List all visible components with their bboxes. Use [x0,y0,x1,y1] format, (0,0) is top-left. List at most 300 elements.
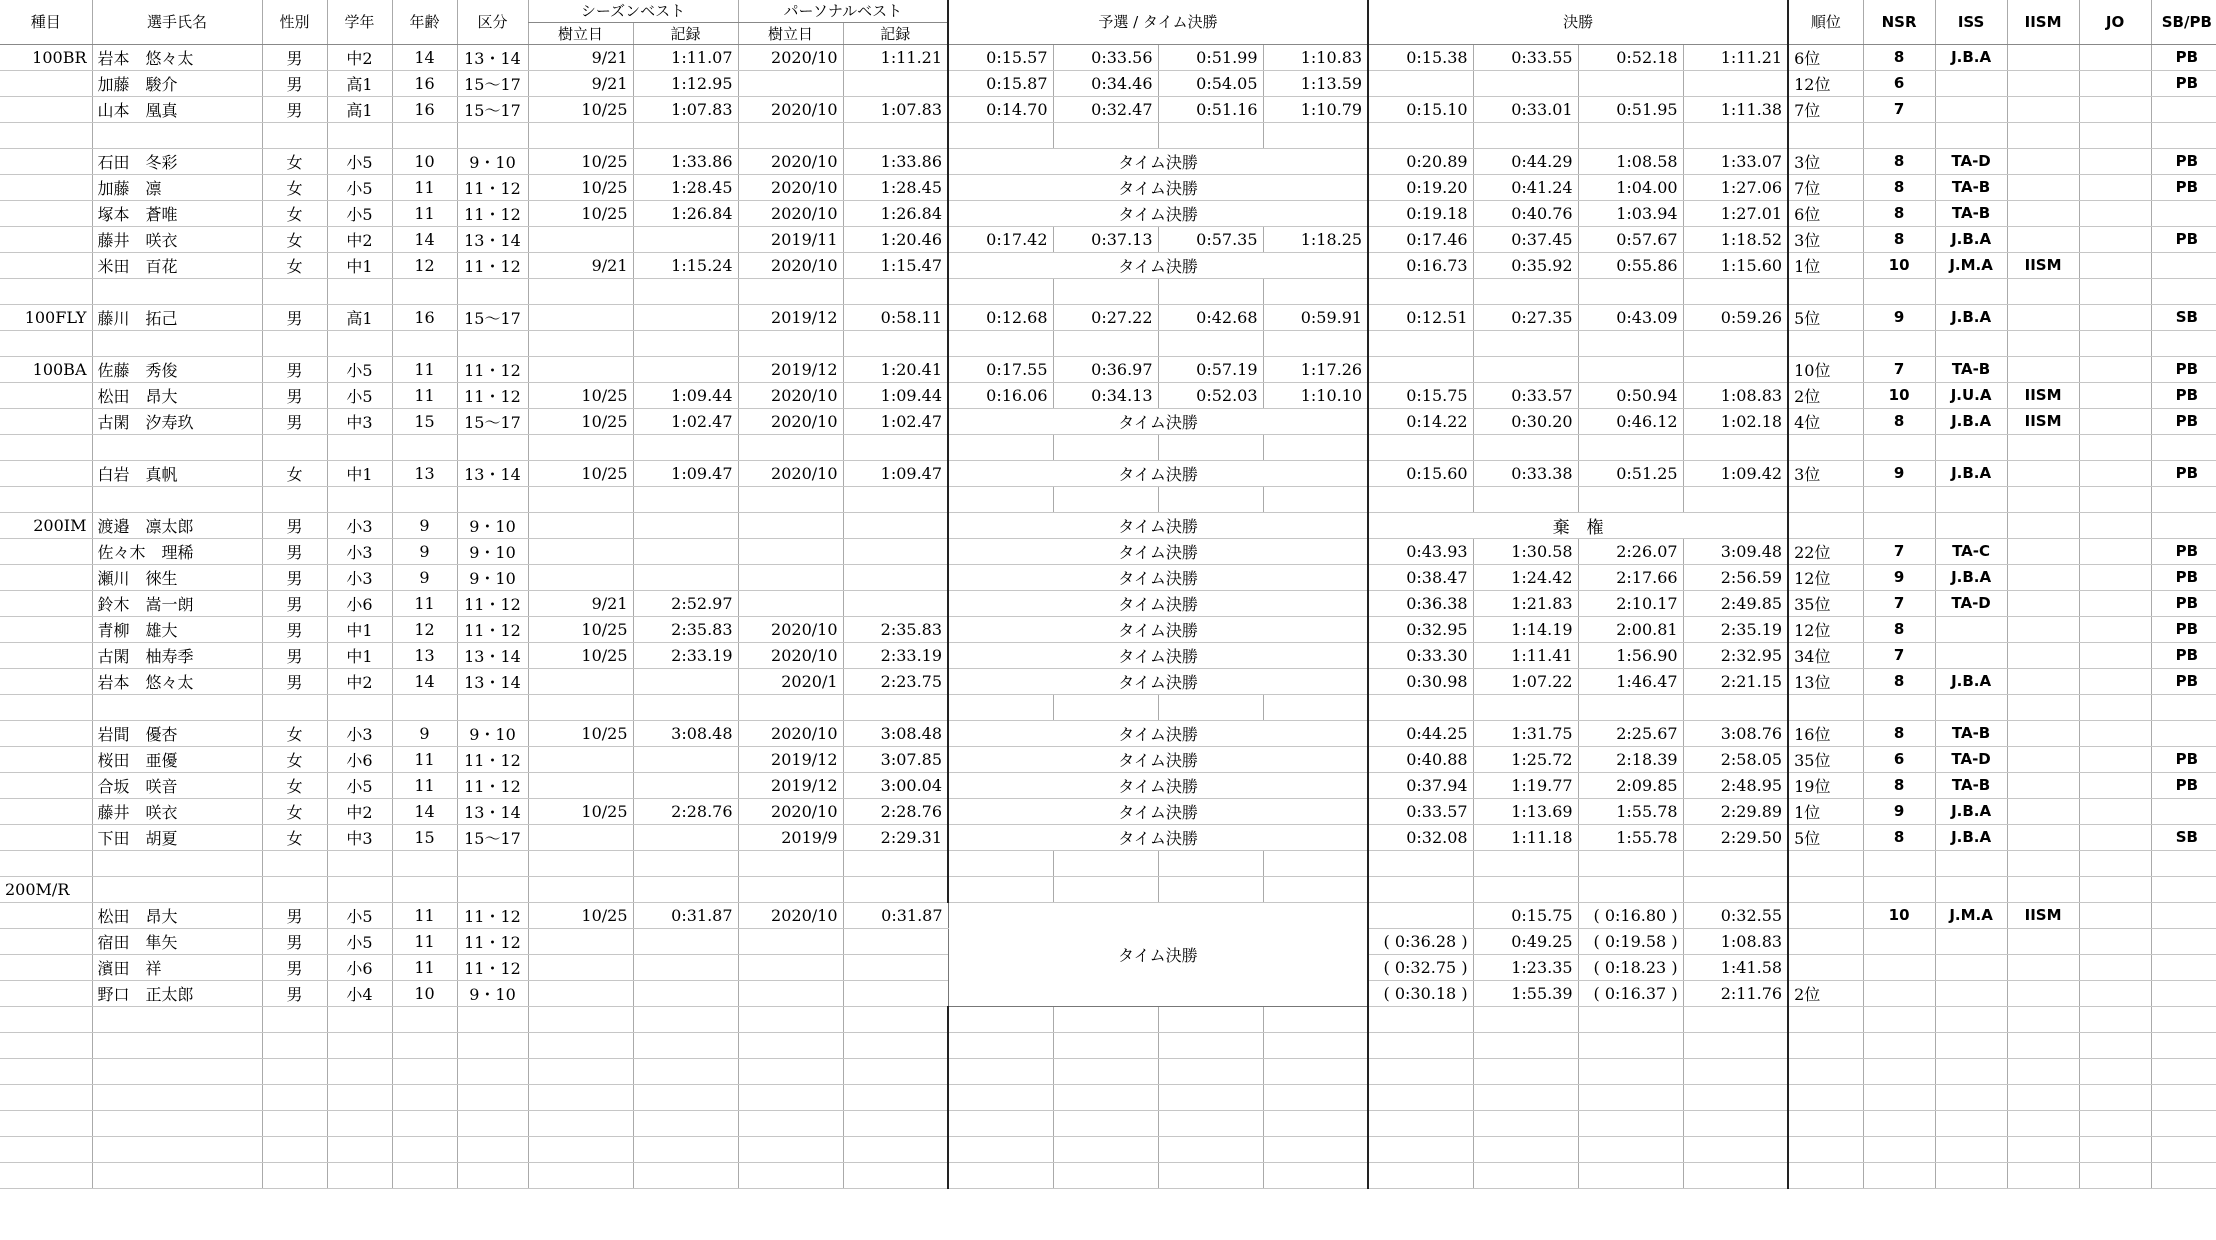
empty-cell [2079,1084,2151,1110]
empty-cell [327,122,392,148]
sbpb-cell: PB [2151,460,2216,486]
sex-cell: 男 [262,928,327,954]
empty-cell [1473,876,1578,902]
prelim-split: 0:17.42 [948,226,1053,252]
empty-cell [457,850,528,876]
sb-date-cell: 10/25 [528,174,633,200]
prelim-split: 0:51.99 [1158,44,1263,70]
event-cell [0,96,92,122]
empty-cell [1368,486,1473,512]
empty-cell [738,850,843,876]
division-cell: 9・10 [457,564,528,590]
table-row [0,590,2216,616]
pb-record-cell: 2:35.83 [843,616,948,642]
sex-cell: 男 [262,668,327,694]
empty-cell [1683,1032,1788,1058]
empty-cell [92,1162,262,1188]
grade-cell: 中2 [327,668,392,694]
pb-date-cell: 2020/10 [738,720,843,746]
empty-cell [1578,434,1683,460]
empty-cell [738,434,843,460]
nsr-cell: 9 [1863,460,1935,486]
sbpb-cell: PB [2151,616,2216,642]
pb-date-cell [738,564,843,590]
age-cell: 11 [392,174,457,200]
empty-cell [2151,850,2216,876]
empty-cell [392,1006,457,1032]
empty-cell [92,1136,262,1162]
empty-cell [2007,486,2079,512]
swimmer-name: 米田 百花 [92,252,262,278]
event-cell [0,746,92,772]
time-final-label: タイム決勝 [948,408,1368,434]
empty-cell [948,330,1053,356]
empty-cell [392,486,457,512]
empty-cell [2151,486,2216,512]
division-cell: 11・12 [457,954,528,980]
blank-row [0,1058,2216,1084]
jo-cell [2079,460,2151,486]
rank-cell [1788,928,1863,954]
pb-record-cell: 3:07.85 [843,746,948,772]
col-rank: 順位 [1788,0,1863,44]
grade-cell: 小5 [327,148,392,174]
sb-record-cell: 1:12.95 [633,70,738,96]
empty-cell [392,1136,457,1162]
blank-row [0,1110,2216,1136]
pb-record-cell: 1:33.86 [843,148,948,174]
empty-cell [457,1006,528,1032]
empty-cell [948,850,1053,876]
iism-cell [2007,226,2079,252]
iism-cell [2007,980,2079,1006]
event-cell: 200IM [0,512,92,538]
pb-record-cell [843,590,948,616]
empty-cell [1368,1032,1473,1058]
final-split: 0:27.35 [1473,304,1578,330]
rank-cell: 3位 [1788,148,1863,174]
division-cell: 13・14 [457,798,528,824]
empty-cell [1788,330,1863,356]
time-final-label: タイム決勝 [948,590,1368,616]
empty-cell [327,1136,392,1162]
grade-cell: 小3 [327,512,392,538]
age-cell: 11 [392,902,457,928]
sb-record-cell: 1:26.84 [633,200,738,226]
empty-cell [1053,1110,1158,1136]
empty-cell [1863,278,1935,304]
final-split: 1:55.78 [1578,798,1683,824]
pb-record-cell [843,564,948,590]
prelim-split: 0:34.46 [1053,70,1158,96]
table-row [0,408,2216,434]
sbpb-cell: PB [2151,174,2216,200]
empty-cell [1578,122,1683,148]
event-cell [0,174,92,200]
final-split: 1:19.77 [1473,772,1578,798]
final-split: ( 0:19.58 ) [1578,928,1683,954]
nsr-cell [1863,512,1935,538]
pb-record-cell: 1:20.46 [843,226,948,252]
empty-cell [1788,486,1863,512]
pb-date-cell [738,512,843,538]
time-final-label: タイム決勝 [948,174,1368,200]
swimmer-name: 石田 冬彩 [92,148,262,174]
empty-cell [1368,694,1473,720]
swimmer-name: 加藤 凛 [92,174,262,200]
empty-cell [948,122,1053,148]
sb-date-cell [528,954,633,980]
sbpb-cell: PB [2151,382,2216,408]
table-row [0,200,2216,226]
iism-cell [2007,44,2079,70]
sex-cell: 男 [262,408,327,434]
final-split: 1:41.58 [1683,954,1788,980]
sex-cell: 女 [262,772,327,798]
nsr-cell: 8 [1863,824,1935,850]
final-split [1368,70,1473,96]
time-final-label: タイム決勝 [948,824,1368,850]
col-nsr: NSR [1863,0,1935,44]
final-split: 1:56.90 [1578,642,1683,668]
blank-row [0,278,2216,304]
final-split [1683,356,1788,382]
time-final-label: タイム決勝 [948,668,1368,694]
pb-date-cell: 2020/10 [738,408,843,434]
final-split: 0:49.25 [1473,928,1578,954]
prelim-split: 1:10.79 [1263,96,1368,122]
jo-cell [2079,746,2151,772]
final-split: 0:15.10 [1368,96,1473,122]
final-split: 0:14.22 [1368,408,1473,434]
empty-cell [327,1032,392,1058]
iss-cell: J.B.A [1935,44,2007,70]
sex-cell: 女 [262,798,327,824]
nsr-cell [1863,954,1935,980]
event-cell [0,148,92,174]
final-split: 1:08.58 [1578,148,1683,174]
iism-cell [2007,460,2079,486]
age-cell: 14 [392,226,457,252]
iism-cell [2007,200,2079,226]
final-split: 2:29.89 [1683,798,1788,824]
empty-cell [92,278,262,304]
empty-cell [948,1032,1053,1058]
age-cell: 11 [392,746,457,772]
empty-cell [1578,876,1683,902]
swimmer-name: 古閑 汐寿玖 [92,408,262,434]
empty-cell [1158,850,1263,876]
col-division: 区分 [457,0,528,44]
table-row [0,902,2216,928]
nsr-cell: 7 [1863,356,1935,382]
final-split: ( 0:36.28 ) [1368,928,1473,954]
sb-record-cell: 3:08.48 [633,720,738,746]
rank-cell: 13位 [1788,668,1863,694]
iss-cell: TA-D [1935,148,2007,174]
col-sbpb: SB/PB [2151,0,2216,44]
sb-date-cell [528,928,633,954]
empty-cell [1368,1136,1473,1162]
sbpb-cell [2151,720,2216,746]
empty-cell [262,694,327,720]
empty-cell [843,1032,948,1058]
final-split: 0:33.57 [1368,798,1473,824]
empty-cell [2007,1006,2079,1032]
empty-cell [1578,1006,1683,1032]
empty-cell [1473,1058,1578,1084]
pb-date-cell [738,538,843,564]
rank-cell: 1位 [1788,252,1863,278]
rank-cell: 2位 [1788,382,1863,408]
event-cell [0,252,92,278]
sbpb-cell [2151,954,2216,980]
empty-cell [843,434,948,460]
age-cell: 11 [392,382,457,408]
pb-record-cell: 0:58.11 [843,304,948,330]
pb-date-cell: 2020/10 [738,382,843,408]
swimmer-name: 野口 正太郎 [92,980,262,1006]
col-pb-date: 樹立日 [738,22,843,44]
swimmer-name: 鈴木 嵩一朗 [92,590,262,616]
final-split: 1:08.83 [1683,928,1788,954]
empty-cell [1683,1110,1788,1136]
iism-cell [2007,772,2079,798]
rank-cell: 12位 [1788,70,1863,96]
iss-cell [1935,954,2007,980]
empty-cell [633,1162,738,1188]
empty-cell [1683,1084,1788,1110]
empty-cell [1158,278,1263,304]
empty-cell [1368,876,1473,902]
final-split: 0:17.46 [1368,226,1473,252]
iism-cell: IISM [2007,382,2079,408]
dns-label: 棄 権 [1368,512,1788,538]
grade-cell: 小6 [327,954,392,980]
pb-record-cell: 2:28.76 [843,798,948,824]
prelim-split: 0:51.16 [1158,96,1263,122]
header-row-top [0,0,2216,22]
empty-cell [1473,1136,1578,1162]
empty-cell [1158,486,1263,512]
sb-date-cell: 10/25 [528,460,633,486]
division-cell: 9・10 [457,148,528,174]
empty-cell [633,1032,738,1058]
empty-cell [528,122,633,148]
rank-cell [1788,954,1863,980]
empty-cell [1368,850,1473,876]
empty-cell [1368,1110,1473,1136]
sb-date-cell [528,304,633,330]
sb-date-cell: 10/25 [528,382,633,408]
age-cell: 14 [392,798,457,824]
jo-cell [2079,148,2151,174]
empty-cell [738,1110,843,1136]
empty-cell [2007,1084,2079,1110]
empty-cell [1683,1058,1788,1084]
empty-cell [327,330,392,356]
sb-date-cell: 10/25 [528,96,633,122]
final-split: 2:58.05 [1683,746,1788,772]
final-split: 2:10.17 [1578,590,1683,616]
empty-cell [1263,694,1368,720]
empty-cell [738,1084,843,1110]
sex-cell: 男 [262,590,327,616]
empty-cell [1263,122,1368,148]
empty-cell [1263,876,1368,902]
empty-cell [1368,1006,1473,1032]
empty-cell [92,330,262,356]
empty-cell [1473,278,1578,304]
final-split: 0:43.09 [1578,304,1683,330]
table-row [0,44,2216,70]
empty-cell [1263,850,1368,876]
sbpb-cell: PB [2151,590,2216,616]
age-cell: 13 [392,460,457,486]
event-cell [0,278,92,304]
empty-cell [1158,876,1263,902]
sex-cell: 男 [262,980,327,1006]
sbpb-cell [2151,200,2216,226]
rank-cell: 34位 [1788,642,1863,668]
swimmer-name: 佐藤 秀俊 [92,356,262,382]
col-prelim: 予選 / タイム決勝 [948,0,1368,44]
empty-cell [633,434,738,460]
final-split: 0:37.94 [1368,772,1473,798]
division-cell: 11・12 [457,746,528,772]
final-split: 0:52.18 [1578,44,1683,70]
event-cell [0,1006,92,1032]
grade-cell: 中2 [327,226,392,252]
pb-date-cell [738,980,843,1006]
empty-cell [2079,434,2151,460]
pb-record-cell: 0:31.87 [843,902,948,928]
empty-cell [262,1006,327,1032]
empty-cell [457,1162,528,1188]
sb-date-cell: 9/21 [528,70,633,96]
final-split: 1:08.83 [1683,382,1788,408]
final-split: 2:26.07 [1578,538,1683,564]
sb-record-cell [633,512,738,538]
event-cell [0,928,92,954]
iss-cell: J.B.A [1935,304,2007,330]
empty-cell [1788,122,1863,148]
pb-record-cell [843,928,948,954]
event-cell [0,590,92,616]
prelim-split: 0:15.57 [948,44,1053,70]
empty-cell [1683,122,1788,148]
pb-record-cell: 1:20.41 [843,356,948,382]
final-split: 0:38.47 [1368,564,1473,590]
empty-cell [633,1084,738,1110]
empty-cell [948,1110,1053,1136]
final-split: 2:18.39 [1578,746,1683,772]
empty-cell [843,486,948,512]
empty-cell [1053,1136,1158,1162]
pb-record-cell [843,954,948,980]
empty-cell [1158,330,1263,356]
final-split: 1:55.78 [1578,824,1683,850]
empty-cell [528,1058,633,1084]
jo-cell [2079,616,2151,642]
age-cell: 15 [392,824,457,850]
sbpb-cell: PB [2151,538,2216,564]
division-cell: 9・10 [457,538,528,564]
empty-cell [2007,278,2079,304]
swimmer-name: 渡邉 凛太郎 [92,512,262,538]
empty-cell [633,694,738,720]
event-cell [0,772,92,798]
time-final-label: タイム決勝 [948,460,1368,486]
final-split: 0:51.95 [1578,96,1683,122]
empty-cell [262,1110,327,1136]
final-split: 0:15.38 [1368,44,1473,70]
final-split: 1:18.52 [1683,226,1788,252]
sbpb-cell [2151,512,2216,538]
prelim-split: 1:13.59 [1263,70,1368,96]
empty-cell [392,876,457,902]
iss-cell: TA-B [1935,200,2007,226]
empty-cell [528,850,633,876]
empty-cell [948,694,1053,720]
empty-cell [2079,850,2151,876]
sex-cell: 女 [262,148,327,174]
empty-cell [1053,330,1158,356]
table-row [0,356,2216,382]
empty-cell [843,330,948,356]
event-cell [0,564,92,590]
col-name: 選手氏名 [92,0,262,44]
grade-cell: 小3 [327,720,392,746]
empty-cell [1578,1032,1683,1058]
iss-cell: J.B.A [1935,408,2007,434]
final-split: 0:44.25 [1368,720,1473,746]
rank-cell: 35位 [1788,746,1863,772]
empty-cell [843,876,948,902]
empty-cell [2079,1110,2151,1136]
rank-cell: 4位 [1788,408,1863,434]
pb-date-cell: 2019/12 [738,356,843,382]
empty-cell [738,330,843,356]
empty-cell [1935,1032,2007,1058]
grade-cell: 中1 [327,616,392,642]
age-cell: 12 [392,252,457,278]
empty-cell [92,486,262,512]
col-final: 決勝 [1368,0,1788,44]
iss-cell [1935,642,2007,668]
sb-record-cell [633,564,738,590]
event-cell [0,1084,92,1110]
empty-cell [1053,1162,1158,1188]
rank-cell: 7位 [1788,174,1863,200]
empty-cell [92,122,262,148]
final-split: 0:50.94 [1578,382,1683,408]
empty-cell [92,434,262,460]
pb-date-cell: 2019/11 [738,226,843,252]
event-cell: 100BR [0,44,92,70]
pb-date-cell: 2020/10 [738,642,843,668]
empty-cell [633,850,738,876]
empty-cell [1578,1136,1683,1162]
nsr-cell: 10 [1863,902,1935,928]
division-cell: 11・12 [457,382,528,408]
final-split: 0:19.18 [1368,200,1473,226]
empty-cell [457,122,528,148]
empty-cell [1683,694,1788,720]
final-split: 1:14.19 [1473,616,1578,642]
pb-record-cell: 3:08.48 [843,720,948,746]
empty-cell [1788,850,1863,876]
